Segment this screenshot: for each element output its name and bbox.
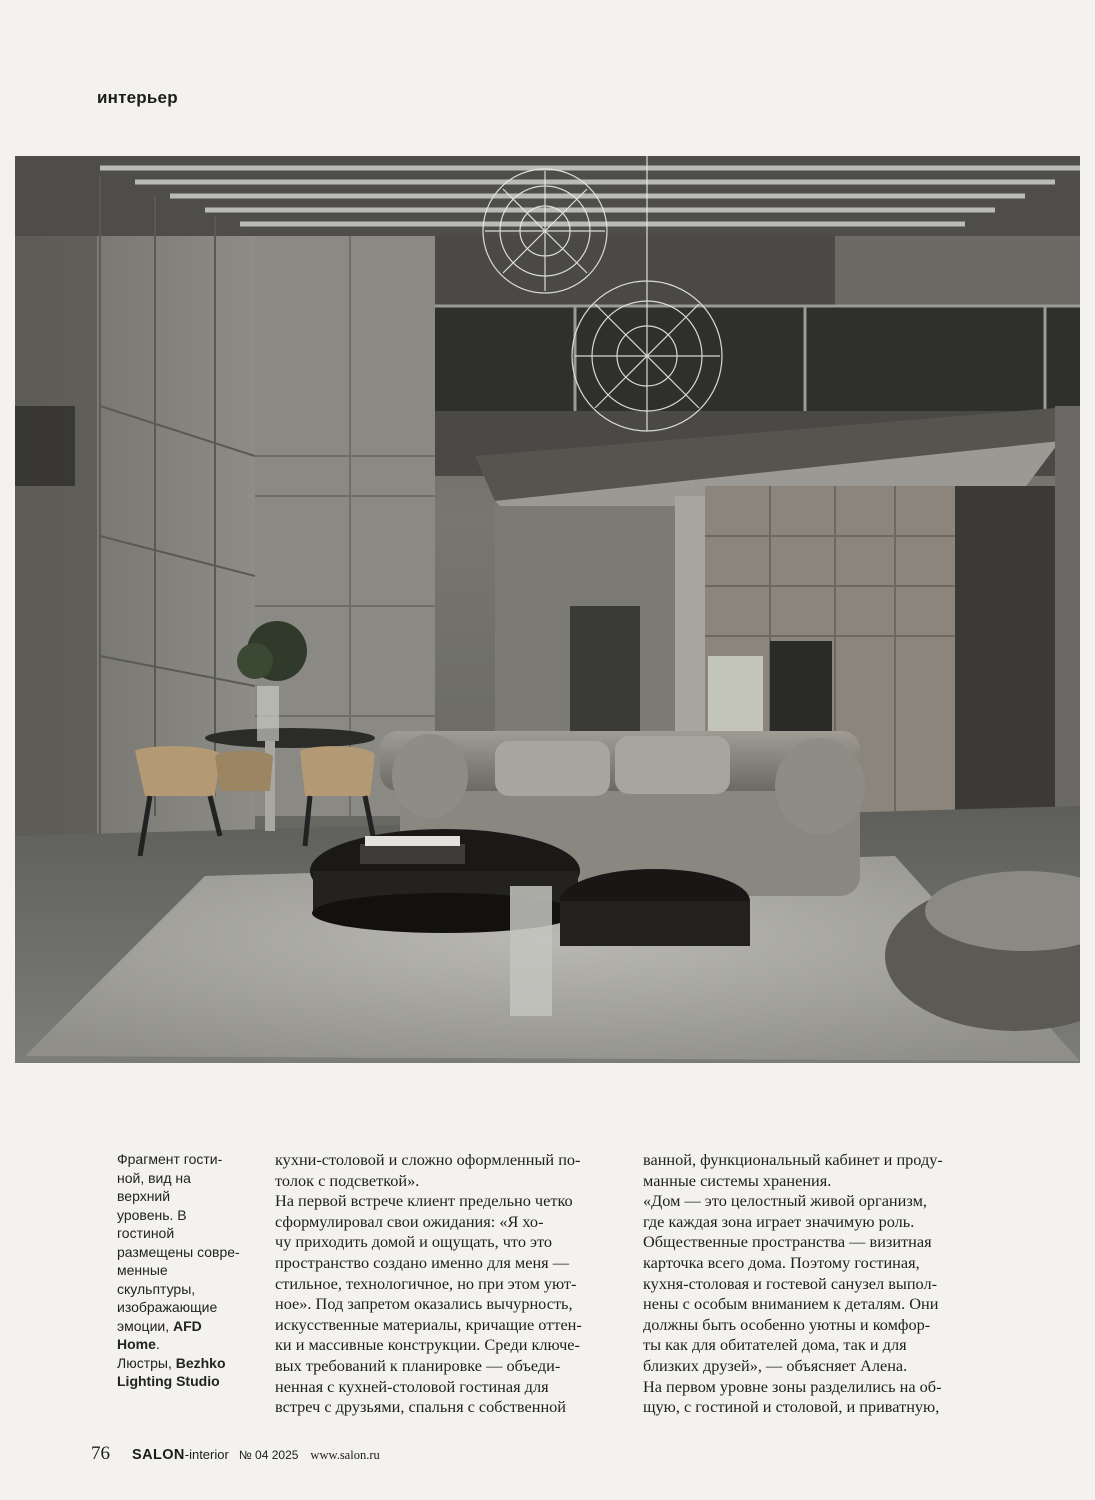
text-line: встреч с друзьями, спальня с собственной <box>275 1397 567 1417</box>
text-line: Общественные пространства — визитная <box>643 1232 932 1252</box>
page-number: 76 <box>91 1443 110 1464</box>
photo-caption <box>117 1150 247 1391</box>
article-column-right <box>643 1150 988 1418</box>
text-line: толок с подсветкой». <box>275 1170 420 1190</box>
living-room-illustration <box>15 156 1080 1063</box>
page-footer <box>91 1443 380 1465</box>
text-line: На первом уровне зоны разделились на об- <box>643 1376 942 1396</box>
issue-number: № 04 2025 <box>238 1448 299 1462</box>
text-line: кухни-столовой и сложно оформленный по- <box>275 1150 581 1169</box>
text-line: На первой встрече клиент предельно четко <box>275 1191 573 1211</box>
text-line: искусственные материалы, кричащие оттен- <box>275 1314 582 1334</box>
caption-brand-bezhko: Bezhko Lighting Studio <box>117 1354 226 1389</box>
text-line: нены с особым вниманием к деталям. Они <box>643 1294 939 1314</box>
text-line: стильное, технологичное, но при этом уют- <box>275 1273 577 1293</box>
website-link[interactable]: www.salon.ru <box>310 1448 380 1462</box>
text-line: ты как для обитателей дома, так и для <box>643 1335 907 1355</box>
magazine-brand: SALON <box>132 1447 185 1463</box>
caption-brand-afd: AFD Home <box>117 1317 202 1352</box>
text-line: ное». Под запретом оказались вычурность, <box>275 1294 573 1314</box>
text-line: ванной, функциональный кабинет и проду- <box>643 1150 943 1169</box>
text-line: кухня-столовая и гостевой санузел выпол- <box>643 1273 937 1293</box>
text-line: близких друзей», — объясняет Алена. <box>643 1355 908 1375</box>
text-line: ки и массивные конструкции. Среди ключе- <box>275 1335 580 1355</box>
text-line: «Дом — это целостный живой организм, <box>643 1191 927 1211</box>
text-line: чу приходить домой и ощущать, что это <box>275 1232 553 1252</box>
text-line: вых требований к планировке — объеди- <box>275 1355 561 1375</box>
section-label: интерьер <box>97 88 178 107</box>
text-line: щую, с гостиной и столовой, и приватную, <box>643 1397 940 1417</box>
magazine-brand-suffix: -interior <box>184 1447 229 1462</box>
text-line: карточка всего дома. Поэтому гостиная, <box>643 1252 920 1272</box>
caption-text: Фрагмент гости- ной, вид на верхний уровень. В гостиной размещены совре- менные скульптуры, изображающие эмоции, <box>117 1151 240 1334</box>
text-line: должны быть особенно уютны и комфор- <box>643 1314 931 1334</box>
interior-photo <box>15 156 1080 1063</box>
text-line: ненная с кухней-столовой гостиная для <box>275 1376 549 1396</box>
article-column-left <box>275 1150 615 1418</box>
caption-text-2: . Люстры, <box>117 1336 172 1371</box>
text-line: манные системы хранения. <box>643 1170 832 1190</box>
text-line: сформулировал свои ожидания: «Я хо- <box>275 1211 544 1231</box>
text-line: где каждая зона играет значимую роль. <box>643 1211 915 1231</box>
text-line: пространство создано именно для меня — <box>275 1252 570 1272</box>
